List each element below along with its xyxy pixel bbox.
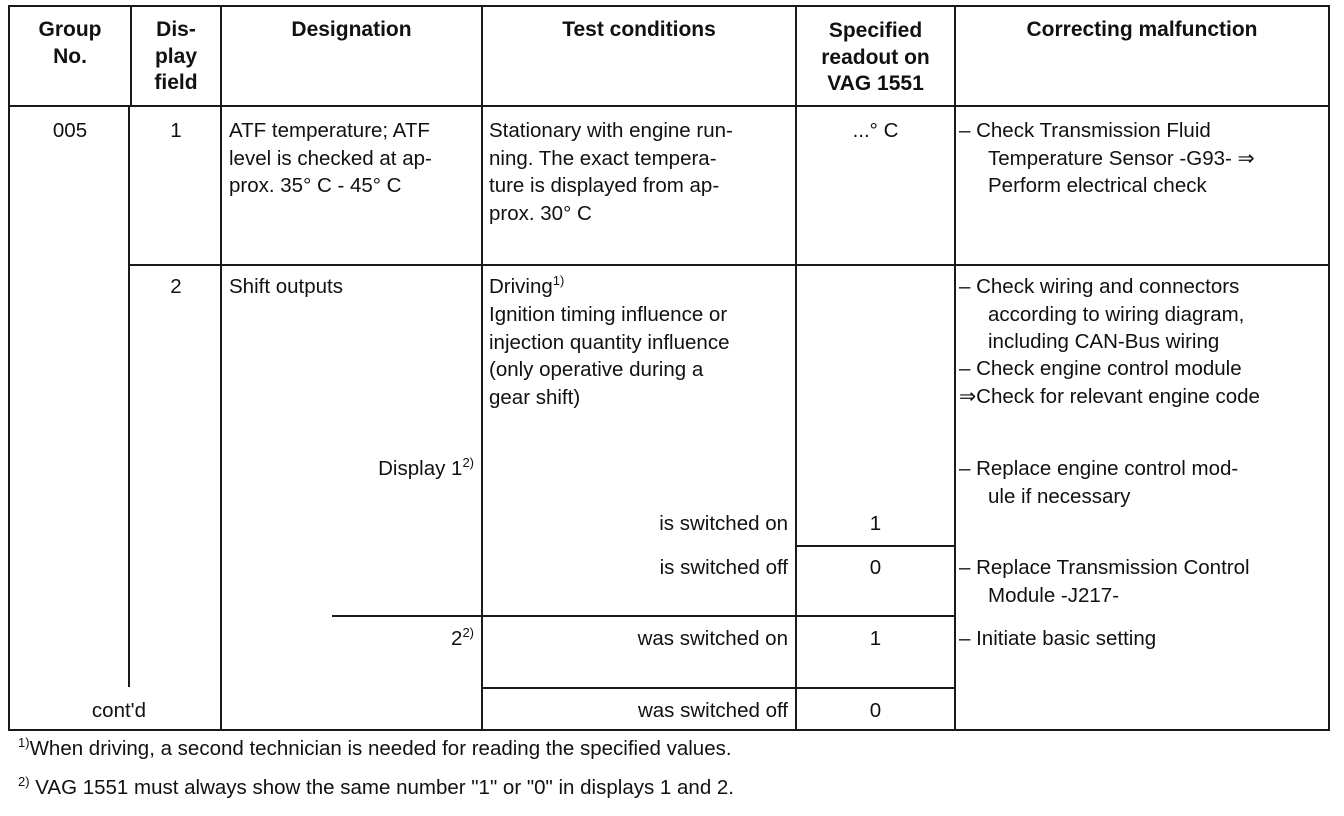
was-switched-off-label: was switched off (637, 699, 788, 722)
header-test-conditions: Test conditions (562, 18, 716, 41)
was-switched-on-value: 1 (869, 627, 882, 650)
display-2-label (222, 625, 474, 653)
row1-test-conditions: Stationary with engine run- ning. The exact tempera- ture is displayed from ap- prox. 30° C (489, 119, 733, 225)
row1-designation: ATF temperature; ATF level is checked at ap- prox. 35° C - 45° C (229, 119, 432, 197)
display-1-text: Display 1 (378, 457, 463, 480)
col-divider-readout (954, 5, 956, 731)
switched-off-label: is switched off (659, 556, 788, 579)
row1-readout: ...° C (852, 119, 899, 142)
footnote-1-mark: 1) (18, 735, 30, 750)
row2-correction-engine-code: ⇒Check for relevant engine code (959, 385, 1260, 408)
display-field-1: 1 (170, 119, 182, 142)
row2-correction-basic-setting: – Initiate basic setting (959, 627, 1157, 650)
footnote-1 (18, 736, 732, 762)
driving-label: Driving (489, 275, 553, 298)
col-divider-group (128, 105, 130, 687)
header-group-no: Group No. (38, 18, 102, 68)
row2-test-conditions: Ignition timing influence or injection quantity influence (only operative during a gear shift) (489, 303, 730, 409)
display2-divider (332, 615, 482, 617)
row2-driving (489, 273, 795, 301)
continued-label: cont'd (91, 699, 146, 722)
header-divider (8, 105, 1330, 107)
switched-on-value: 1 (869, 512, 882, 535)
test-divider-3 (482, 687, 954, 689)
group-number: 005 (52, 119, 88, 142)
footnote-mark-2b: 2) (462, 625, 474, 640)
footnote-1-text: When driving, a second technician is needed for reading the specified values. (29, 737, 732, 760)
test-divider-2 (482, 615, 954, 617)
header-correcting-malfunction: Correcting malfunction (1026, 18, 1258, 41)
footnote-2-text: VAG 1551 must always show the same number "1" or "0" in displays 1 and 2. (35, 776, 735, 799)
row2-correction-ecm: – Check engine control module (959, 357, 1242, 380)
row2-correction-replace-tcm: – Replace Transmission Control Module -J217- (959, 556, 1250, 607)
display-2-text: 2 (451, 627, 463, 650)
row2-designation: Shift outputs (229, 275, 343, 298)
col-divider-designation (481, 5, 483, 731)
row1-correction: – Check Transmission Fluid Temperature Sensor -G93- ⇒ Perform electrical check (959, 119, 1255, 197)
was-switched-on-label: was switched on (637, 627, 788, 650)
footnote-2 (18, 775, 734, 801)
col-divider-field (220, 5, 222, 731)
display-field-2: 2 (170, 275, 182, 298)
header-display-field: Dis- play field (154, 18, 198, 94)
col-divider-test (795, 5, 797, 731)
footnote-mark-1: 1) (552, 273, 565, 288)
was-switched-off-value: 0 (869, 699, 882, 722)
header-designation: Designation (291, 18, 412, 41)
row2-correction-wiring: – Check wiring and connectors according to wiring diagram, including CAN-Bus wiring (959, 275, 1245, 353)
display-1-label (222, 455, 474, 483)
table-top-border (8, 5, 1330, 7)
row1-divider (130, 264, 1330, 266)
footnote-mark-2a: 2) (462, 455, 474, 470)
readout-divider-1 (796, 545, 954, 547)
table-bottom-border (8, 729, 1330, 731)
table-left-border (8, 5, 10, 731)
switched-on-label: is switched on (659, 512, 788, 535)
footnote-2-mark: 2) (18, 774, 30, 789)
header-specified-readout: Specified readout on VAG 1551 (821, 19, 930, 95)
row2-correction-replace-ecm: – Replace engine control mod- ule if necessary (959, 457, 1239, 508)
switched-off-value: 0 (869, 556, 882, 579)
